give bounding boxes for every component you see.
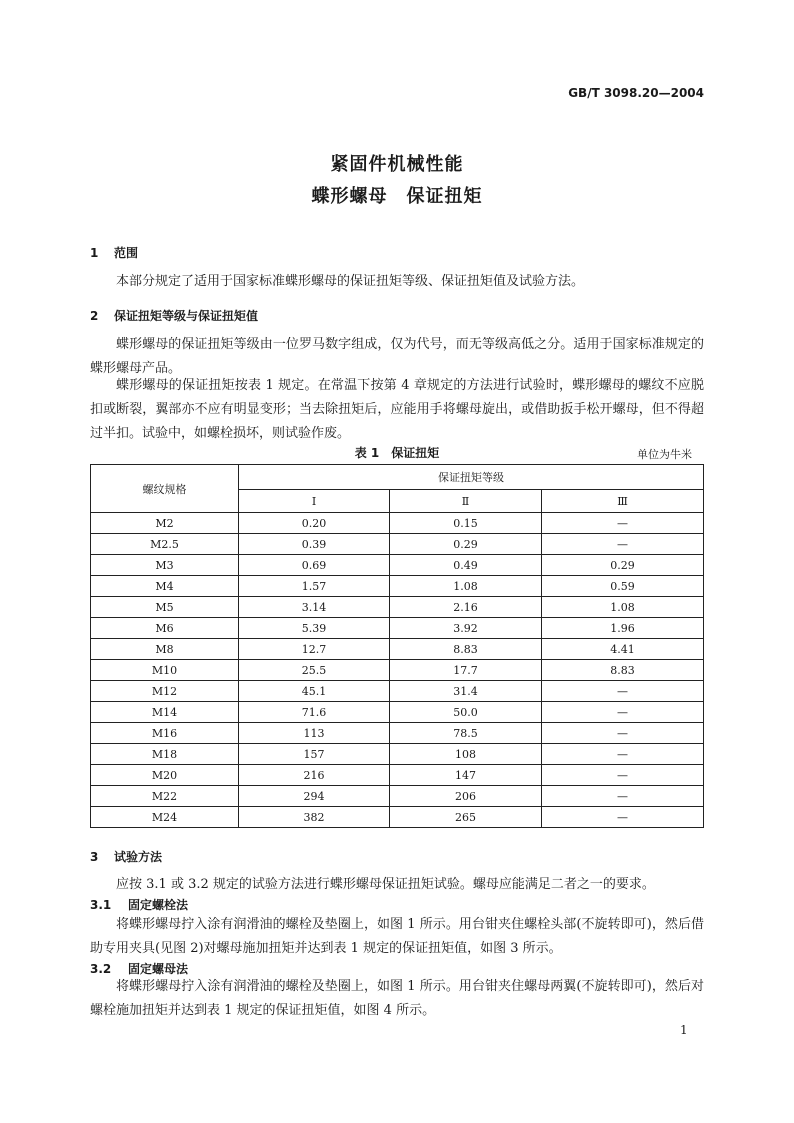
cell-grade-2: 206 (390, 786, 542, 807)
cell-thread-size: M16 (91, 723, 239, 744)
cell-thread-size: M2 (91, 513, 239, 534)
cell-grade-2: 1.08 (390, 576, 542, 597)
cell-thread-size: M14 (91, 702, 239, 723)
section-title: 固定螺母法 (128, 962, 189, 976)
table-caption: 表 1 保证扭矩 (354, 446, 440, 460)
section-title: 保证扭矩等级与保证扭矩值 (114, 309, 259, 323)
table-row (91, 702, 704, 723)
document-title-line2: 蝶形螺母 保证扭矩 (311, 186, 483, 207)
header-torque-grade: 保证扭矩等级 (239, 465, 704, 490)
table-row (91, 807, 704, 828)
cell-grade-2: 50.0 (390, 702, 542, 723)
cell-grade-2: 78.5 (390, 723, 542, 744)
cell-grade-3: — (542, 807, 704, 828)
cell-grade-3: — (542, 786, 704, 807)
section-3-2-paragraph: 将蝶形螺母拧入涂有润滑油的螺栓及垫圈上，如图 1 所示。用台钳夹住螺母两翼(不旋转即可)，然后对螺栓施加扭矩并达到表 1 规定的保证扭矩值，如图 4 所示。 (90, 979, 704, 1018)
cell-grade-1: 0.39 (239, 534, 390, 555)
cell-grade-1: 71.6 (239, 702, 390, 723)
cell-grade-3: — (542, 534, 704, 555)
cell-thread-size: M10 (91, 660, 239, 681)
table-row (91, 765, 704, 786)
cell-grade-3: — (542, 723, 704, 744)
cell-grade-2: 147 (390, 765, 542, 786)
cell-grade-1: 0.20 (239, 513, 390, 534)
section-2-heading (90, 307, 258, 324)
cell-grade-1: 3.14 (239, 597, 390, 618)
section-2-paragraph-2: 蝶形螺母的保证扭矩按表 1 规定。在常温下按第 4 章规定的方法进行试验时，蝶形螺母的螺纹不应脱扣或断裂，翼部亦不应有明显变形；当去除扭矩后，应能用手将螺母旋出，或借助扳手松开螺母，但不得超过半扣。试验中，如螺栓损坏，则试验作废。 (90, 378, 704, 441)
cell-grade-1: 45.1 (239, 681, 390, 702)
section-3-1-paragraph: 将蝶形螺母拧入涂有润滑油的螺栓及垫圈上，如图 1 所示。用台钳夹住螺栓头部(不旋转即可)，然后借助专用夹具(见图 2)对螺母施加扭矩并达到表 1 规定的保证扭矩值，如图 3 所示。 (90, 917, 704, 956)
cell-grade-3: — (542, 744, 704, 765)
section-number: 2 (90, 309, 99, 323)
cell-grade-2: 2.16 (390, 597, 542, 618)
cell-thread-size: M6 (91, 618, 239, 639)
table-row (91, 618, 704, 639)
cell-grade-3: — (542, 702, 704, 723)
section-1-paragraph: 本部分规定了适用于国家标准蝶形螺母的保证扭矩等级、保证扭矩值及试验方法。 (116, 274, 585, 289)
page-number: 1 (680, 1023, 688, 1037)
cell-grade-3: 0.29 (542, 555, 704, 576)
table-row (91, 534, 704, 555)
table-row (91, 786, 704, 807)
cell-grade-3: 1.96 (542, 618, 704, 639)
section-number: 3 (90, 850, 99, 864)
section-title: 固定螺栓法 (128, 898, 189, 912)
table-row (91, 723, 704, 744)
cell-grade-1: 294 (239, 786, 390, 807)
cell-grade-2: 0.15 (390, 513, 542, 534)
cell-grade-1: 157 (239, 744, 390, 765)
cell-thread-size: M20 (91, 765, 239, 786)
header-thread-size: 螺纹规格 (91, 465, 239, 513)
table-row (91, 660, 704, 681)
section-title: 试验方法 (114, 850, 163, 864)
section-number: 1 (90, 246, 99, 260)
cell-grade-1: 5.39 (239, 618, 390, 639)
table-row (91, 639, 704, 660)
header-grade-2: Ⅱ (390, 490, 542, 513)
section-2-paragraph-1: 蝶形螺母的保证扭矩等级由一位罗马数字组成，仅为代号，而无等级高低之分。适用于国家标准规定的蝶形螺母产品。 (90, 337, 704, 376)
cell-grade-3: — (542, 513, 704, 534)
cell-grade-3: 8.83 (542, 660, 704, 681)
cell-grade-1: 113 (239, 723, 390, 744)
cell-grade-2: 17.7 (390, 660, 542, 681)
cell-grade-1: 25.5 (239, 660, 390, 681)
header-grade-1: Ⅰ (239, 490, 390, 513)
table-row (91, 744, 704, 765)
section-title: 范围 (114, 246, 139, 260)
cell-grade-2: 265 (390, 807, 542, 828)
cell-grade-2: 8.83 (390, 639, 542, 660)
cell-grade-2: 31.4 (390, 681, 542, 702)
table-row (91, 681, 704, 702)
cell-thread-size: M2.5 (91, 534, 239, 555)
cell-thread-size: M22 (91, 786, 239, 807)
cell-grade-1: 216 (239, 765, 390, 786)
section-1-heading (90, 244, 138, 261)
cell-grade-2: 3.92 (390, 618, 542, 639)
cell-grade-3: 4.41 (542, 639, 704, 660)
cell-grade-1: 382 (239, 807, 390, 828)
standard-number: GB/T 3098.20—2004 (568, 86, 704, 100)
table-row (91, 597, 704, 618)
cell-grade-3: 1.08 (542, 597, 704, 618)
section-3-heading (90, 848, 162, 865)
cell-grade-3: — (542, 681, 704, 702)
cell-grade-3: — (542, 765, 704, 786)
section-3-paragraph: 应按 3.1 或 3.2 规定的试验方法进行蝶形螺母保证扭矩试验。螺母应能满足二者之一的要求。 (116, 877, 655, 892)
torque-table (90, 464, 704, 828)
header-grade-3: Ⅲ (542, 490, 704, 513)
cell-thread-size: M18 (91, 744, 239, 765)
cell-thread-size: M3 (91, 555, 239, 576)
cell-thread-size: M4 (91, 576, 239, 597)
table-row (91, 555, 704, 576)
section-number: 3.1 (90, 898, 112, 912)
cell-thread-size: M5 (91, 597, 239, 618)
section-number: 3.2 (90, 962, 112, 976)
document-title-line1: 紧固件机械性能 (330, 154, 464, 175)
section-3-1-heading (90, 896, 188, 913)
cell-thread-size: M8 (91, 639, 239, 660)
table-unit: 单位为牛米 (637, 448, 692, 461)
cell-thread-size: M24 (91, 807, 239, 828)
cell-grade-3: 0.59 (542, 576, 704, 597)
cell-thread-size: M12 (91, 681, 239, 702)
cell-grade-1: 0.69 (239, 555, 390, 576)
table-row (91, 576, 704, 597)
cell-grade-2: 108 (390, 744, 542, 765)
cell-grade-1: 1.57 (239, 576, 390, 597)
cell-grade-2: 0.29 (390, 534, 542, 555)
table-row (91, 513, 704, 534)
cell-grade-2: 0.49 (390, 555, 542, 576)
cell-grade-1: 12.7 (239, 639, 390, 660)
